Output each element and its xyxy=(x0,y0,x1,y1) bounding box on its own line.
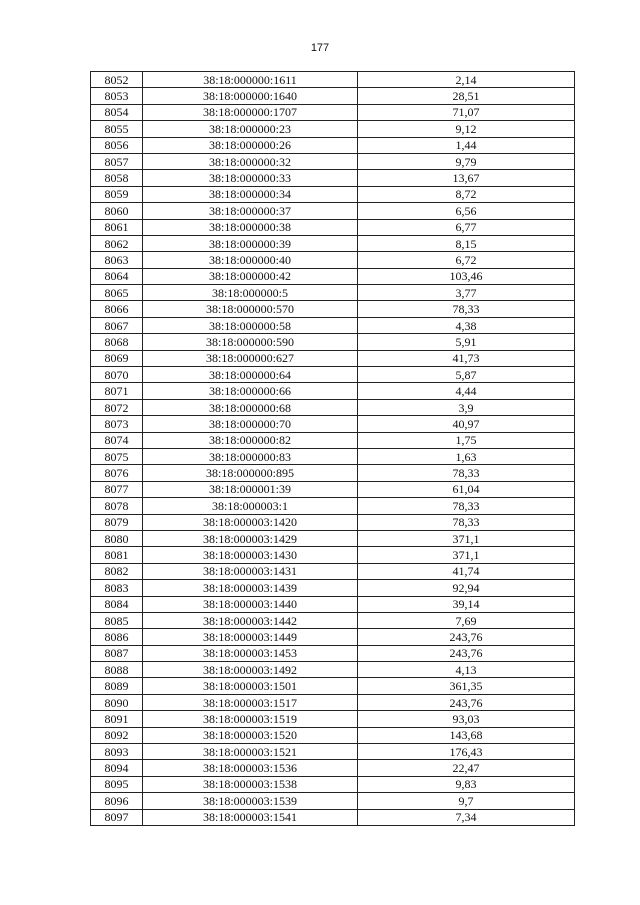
area-value-cell: 176,43 xyxy=(358,744,575,760)
area-value-cell: 93,03 xyxy=(358,711,575,727)
area-value-cell: 371,1 xyxy=(358,547,575,563)
area-value-cell: 6,56 xyxy=(358,203,575,219)
cadastral-number-cell: 38:18:000003:1430 xyxy=(143,547,358,563)
cadastral-number-cell: 38:18:000003:1539 xyxy=(143,793,358,809)
cadastral-number-cell: 38:18:000003:1440 xyxy=(143,596,358,612)
area-value-cell: 5,87 xyxy=(358,367,575,383)
table-row xyxy=(91,219,575,235)
table-row xyxy=(91,727,575,743)
table-row xyxy=(91,481,575,497)
cadastral-number-cell: 38:18:000003:1449 xyxy=(143,629,358,645)
cadastral-number-cell: 38:18:000000:58 xyxy=(143,317,358,333)
cadastral-number-cell: 38:18:000000:82 xyxy=(143,432,358,448)
cadastral-number-cell: 38:18:000000:38 xyxy=(143,219,358,235)
row-number-cell: 8080 xyxy=(91,530,143,546)
area-value-cell: 8,72 xyxy=(358,186,575,202)
row-number-cell: 8057 xyxy=(91,153,143,169)
area-value-cell: 3,9 xyxy=(358,399,575,415)
cadastral-number-cell: 38:18:000003:1521 xyxy=(143,744,358,760)
area-value-cell: 28,51 xyxy=(358,88,575,104)
row-number-cell: 8087 xyxy=(91,645,143,661)
cadastral-number-cell: 38:18:000000:42 xyxy=(143,268,358,284)
area-value-cell: 78,33 xyxy=(358,498,575,514)
cadastral-number-cell: 38:18:000000:570 xyxy=(143,301,358,317)
row-number-cell: 8068 xyxy=(91,334,143,350)
cadastral-number-cell: 38:18:000000:70 xyxy=(143,416,358,432)
area-value-cell: 2,14 xyxy=(358,72,575,88)
area-value-cell: 41,73 xyxy=(358,350,575,366)
cadastral-number-cell: 38:18:000000:83 xyxy=(143,448,358,464)
row-number-cell: 8069 xyxy=(91,350,143,366)
cadastral-number-cell: 38:18:000003:1 xyxy=(143,498,358,514)
table-row xyxy=(91,383,575,399)
row-number-cell: 8097 xyxy=(91,809,143,825)
table-row xyxy=(91,121,575,137)
area-value-cell: 41,74 xyxy=(358,563,575,579)
row-number-cell: 8095 xyxy=(91,776,143,792)
table-row xyxy=(91,432,575,448)
cadastral-number-cell: 38:18:000003:1431 xyxy=(143,563,358,579)
cadastral-number-cell: 38:18:000000:1640 xyxy=(143,88,358,104)
area-value-cell: 22,47 xyxy=(358,760,575,776)
table-row xyxy=(91,563,575,579)
table-row xyxy=(91,186,575,202)
table-row xyxy=(91,711,575,727)
row-number-cell: 8061 xyxy=(91,219,143,235)
row-number-cell: 8082 xyxy=(91,563,143,579)
row-number-cell: 8086 xyxy=(91,629,143,645)
area-value-cell: 92,94 xyxy=(358,580,575,596)
table-row xyxy=(91,72,575,88)
area-value-cell: 371,1 xyxy=(358,530,575,546)
area-value-cell: 71,07 xyxy=(358,104,575,120)
cadastral-number-cell: 38:18:000000:590 xyxy=(143,334,358,350)
table-row xyxy=(91,465,575,481)
cadastral-number-cell: 38:18:000003:1517 xyxy=(143,694,358,710)
cadastral-number-cell: 38:18:000001:39 xyxy=(143,481,358,497)
table-row xyxy=(91,629,575,645)
row-number-cell: 8070 xyxy=(91,367,143,383)
area-value-cell: 361,35 xyxy=(358,678,575,694)
cadastral-number-cell: 38:18:000000:32 xyxy=(143,153,358,169)
row-number-cell: 8067 xyxy=(91,317,143,333)
table-row xyxy=(91,547,575,563)
table-row xyxy=(91,809,575,825)
row-number-cell: 8055 xyxy=(91,121,143,137)
cadastral-number-cell: 38:18:000000:895 xyxy=(143,465,358,481)
cadastral-number-cell: 38:18:000000:66 xyxy=(143,383,358,399)
row-number-cell: 8092 xyxy=(91,727,143,743)
cadastral-table xyxy=(90,71,575,826)
row-number-cell: 8094 xyxy=(91,760,143,776)
area-value-cell: 39,14 xyxy=(358,596,575,612)
table-row xyxy=(91,104,575,120)
table-row xyxy=(91,301,575,317)
row-number-cell: 8071 xyxy=(91,383,143,399)
area-value-cell: 78,33 xyxy=(358,514,575,530)
cadastral-number-cell: 38:18:000003:1519 xyxy=(143,711,358,727)
table-row xyxy=(91,268,575,284)
table-row xyxy=(91,678,575,694)
table-row xyxy=(91,252,575,268)
table-row xyxy=(91,317,575,333)
area-value-cell: 78,33 xyxy=(358,465,575,481)
row-number-cell: 8088 xyxy=(91,662,143,678)
area-value-cell: 243,76 xyxy=(358,694,575,710)
row-number-cell: 8066 xyxy=(91,301,143,317)
area-value-cell: 143,68 xyxy=(358,727,575,743)
row-number-cell: 8081 xyxy=(91,547,143,563)
table-row xyxy=(91,399,575,415)
cadastral-number-cell: 38:18:000000:627 xyxy=(143,350,358,366)
area-value-cell: 243,76 xyxy=(358,629,575,645)
table-row xyxy=(91,498,575,514)
row-number-cell: 8063 xyxy=(91,252,143,268)
table-row xyxy=(91,350,575,366)
cadastral-number-cell: 38:18:000003:1536 xyxy=(143,760,358,776)
row-number-cell: 8085 xyxy=(91,612,143,628)
area-value-cell: 9,83 xyxy=(358,776,575,792)
cadastral-number-cell: 38:18:000003:1439 xyxy=(143,580,358,596)
row-number-cell: 8078 xyxy=(91,498,143,514)
cadastral-number-cell: 38:18:000003:1520 xyxy=(143,727,358,743)
row-number-cell: 8074 xyxy=(91,432,143,448)
table-row xyxy=(91,612,575,628)
table-row xyxy=(91,662,575,678)
cadastral-number-cell: 38:18:000003:1442 xyxy=(143,612,358,628)
row-number-cell: 8062 xyxy=(91,235,143,251)
cadastral-number-cell: 38:18:000000:40 xyxy=(143,252,358,268)
cadastral-number-cell: 38:18:000003:1501 xyxy=(143,678,358,694)
table-row xyxy=(91,416,575,432)
row-number-cell: 8090 xyxy=(91,694,143,710)
table-body xyxy=(91,72,575,826)
area-value-cell: 6,72 xyxy=(358,252,575,268)
cadastral-number-cell: 38:18:000003:1429 xyxy=(143,530,358,546)
area-value-cell: 1,63 xyxy=(358,448,575,464)
table-row xyxy=(91,694,575,710)
row-number-cell: 8083 xyxy=(91,580,143,596)
row-number-cell: 8058 xyxy=(91,170,143,186)
row-number-cell: 8059 xyxy=(91,186,143,202)
page-number: 177 xyxy=(310,42,330,54)
table-row xyxy=(91,760,575,776)
area-value-cell: 8,15 xyxy=(358,235,575,251)
cadastral-number-cell: 38:18:000000:64 xyxy=(143,367,358,383)
row-number-cell: 8053 xyxy=(91,88,143,104)
row-number-cell: 8076 xyxy=(91,465,143,481)
table-row xyxy=(91,448,575,464)
row-number-cell: 8065 xyxy=(91,285,143,301)
area-value-cell: 9,12 xyxy=(358,121,575,137)
row-number-cell: 8089 xyxy=(91,678,143,694)
area-value-cell: 3,77 xyxy=(358,285,575,301)
table-row xyxy=(91,580,575,596)
area-value-cell: 78,33 xyxy=(358,301,575,317)
cadastral-number-cell: 38:18:000003:1453 xyxy=(143,645,358,661)
area-value-cell: 61,04 xyxy=(358,481,575,497)
table-row xyxy=(91,530,575,546)
table-row xyxy=(91,170,575,186)
table-row xyxy=(91,776,575,792)
area-value-cell: 7,34 xyxy=(358,809,575,825)
area-value-cell: 6,77 xyxy=(358,219,575,235)
row-number-cell: 8084 xyxy=(91,596,143,612)
table-row xyxy=(91,514,575,530)
row-number-cell: 8093 xyxy=(91,744,143,760)
row-number-cell: 8091 xyxy=(91,711,143,727)
area-value-cell: 4,44 xyxy=(358,383,575,399)
cadastral-number-cell: 38:18:000000:1707 xyxy=(143,104,358,120)
row-number-cell: 8073 xyxy=(91,416,143,432)
row-number-cell: 8052 xyxy=(91,72,143,88)
area-value-cell: 1,75 xyxy=(358,432,575,448)
area-value-cell: 243,76 xyxy=(358,645,575,661)
cadastral-number-cell: 38:18:000000:23 xyxy=(143,121,358,137)
area-value-cell: 103,46 xyxy=(358,268,575,284)
row-number-cell: 8072 xyxy=(91,399,143,415)
table-row xyxy=(91,203,575,219)
table-row xyxy=(91,367,575,383)
table-row xyxy=(91,596,575,612)
table-row xyxy=(91,645,575,661)
cadastral-number-cell: 38:18:000000:26 xyxy=(143,137,358,153)
row-number-cell: 8056 xyxy=(91,137,143,153)
table-row xyxy=(91,334,575,350)
cadastral-number-cell: 38:18:000000:68 xyxy=(143,399,358,415)
area-value-cell: 4,13 xyxy=(358,662,575,678)
table-row xyxy=(91,285,575,301)
cadastral-number-cell: 38:18:000000:33 xyxy=(143,170,358,186)
table-row xyxy=(91,88,575,104)
area-value-cell: 13,67 xyxy=(358,170,575,186)
cadastral-number-cell: 38:18:000003:1492 xyxy=(143,662,358,678)
row-number-cell: 8079 xyxy=(91,514,143,530)
table-row xyxy=(91,793,575,809)
area-value-cell: 4,38 xyxy=(358,317,575,333)
table-row xyxy=(91,235,575,251)
cadastral-number-cell: 38:18:000000:1611 xyxy=(143,72,358,88)
row-number-cell: 8054 xyxy=(91,104,143,120)
row-number-cell: 8060 xyxy=(91,203,143,219)
row-number-cell: 8096 xyxy=(91,793,143,809)
area-value-cell: 5,91 xyxy=(358,334,575,350)
row-number-cell: 8064 xyxy=(91,268,143,284)
area-value-cell: 1,44 xyxy=(358,137,575,153)
table-row xyxy=(91,137,575,153)
cadastral-number-cell: 38:18:000003:1541 xyxy=(143,809,358,825)
area-value-cell: 9,7 xyxy=(358,793,575,809)
cadastral-number-cell: 38:18:000003:1420 xyxy=(143,514,358,530)
row-number-cell: 8077 xyxy=(91,481,143,497)
cadastral-number-cell: 38:18:000003:1538 xyxy=(143,776,358,792)
cadastral-number-cell: 38:18:000000:5 xyxy=(143,285,358,301)
table-row xyxy=(91,744,575,760)
row-number-cell: 8075 xyxy=(91,448,143,464)
table-row xyxy=(91,153,575,169)
area-value-cell: 40,97 xyxy=(358,416,575,432)
cadastral-number-cell: 38:18:000000:39 xyxy=(143,235,358,251)
area-value-cell: 7,69 xyxy=(358,612,575,628)
cadastral-number-cell: 38:18:000000:37 xyxy=(143,203,358,219)
cadastral-number-cell: 38:18:000000:34 xyxy=(143,186,358,202)
area-value-cell: 9,79 xyxy=(358,153,575,169)
